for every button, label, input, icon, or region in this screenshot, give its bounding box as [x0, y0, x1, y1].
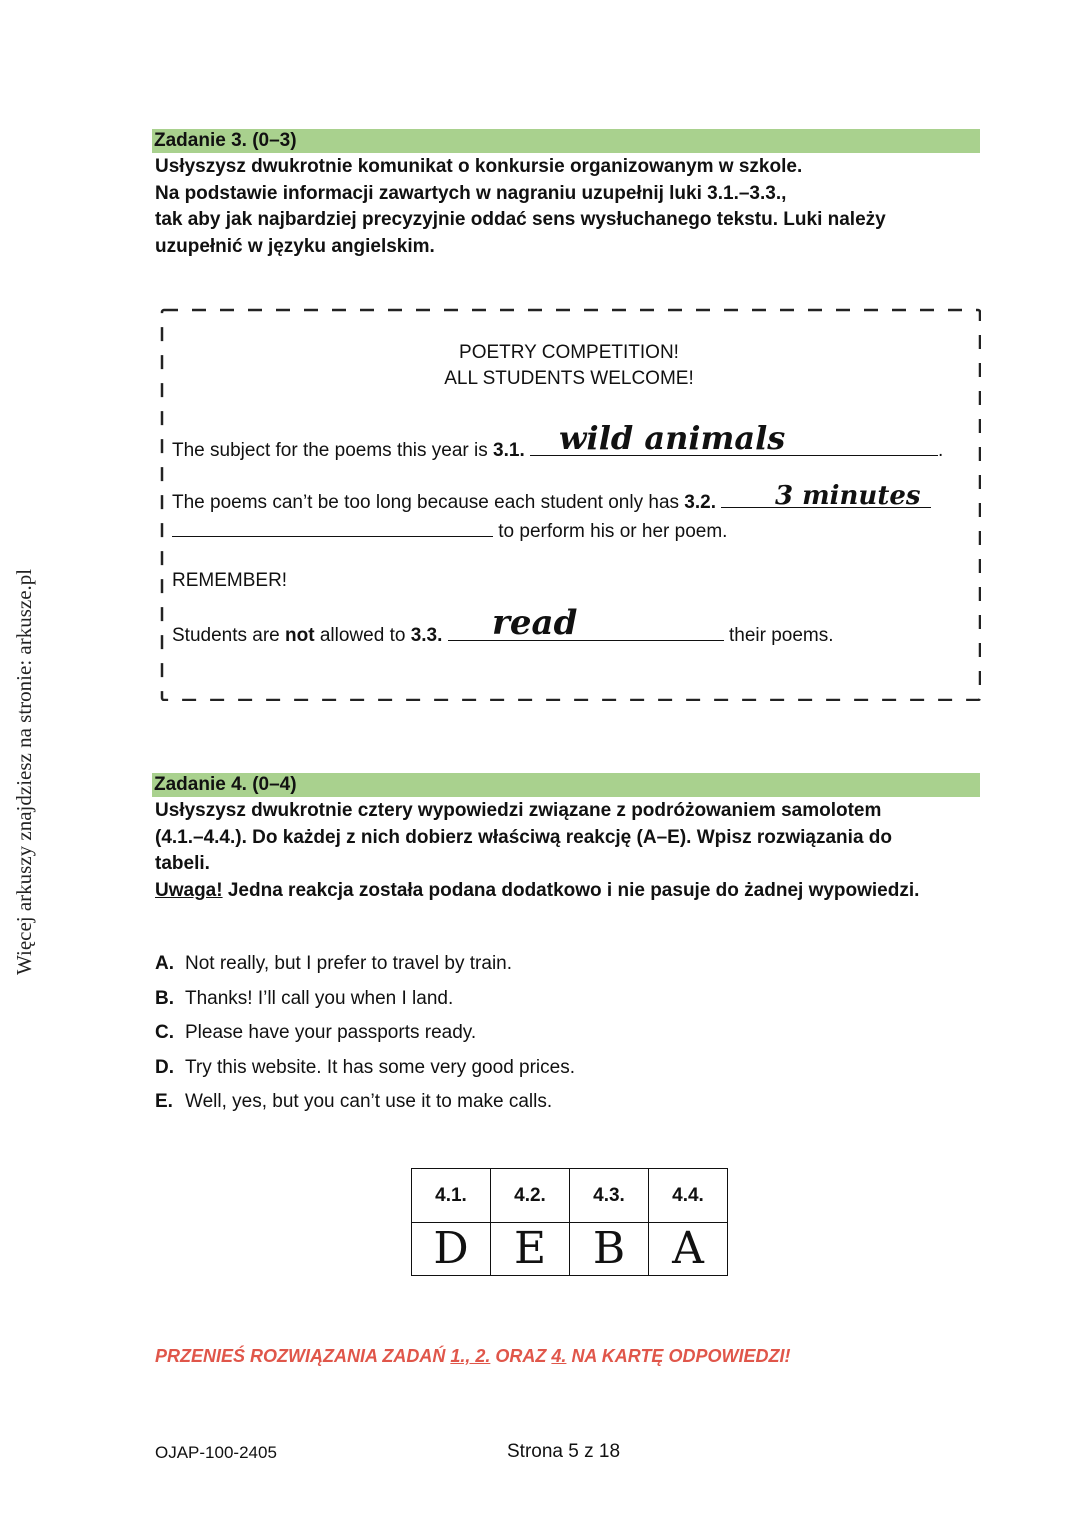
- option-letter: C.: [155, 1022, 174, 1043]
- notice-text: allowed to: [319, 625, 406, 646]
- side-watermark-text: Więcej arkuszy znajdziesz na stronie: arkusze.pl: [12, 568, 36, 975]
- notice-emphasis: not: [285, 625, 315, 646]
- notice-text: The subject for the poems this year is: [172, 440, 488, 461]
- option-text: Please have your passports ready.: [185, 1022, 477, 1043]
- option-item: [155, 950, 575, 985]
- option-item: [155, 1054, 575, 1089]
- notice-title-line1: POETRY COMPETITION!: [459, 342, 679, 363]
- option-letter: E.: [155, 1091, 173, 1112]
- option-letter: B.: [155, 987, 174, 1009]
- option-item: [155, 1019, 575, 1054]
- reminder-text: ORAZ: [495, 1346, 547, 1366]
- option-item: [155, 985, 575, 1020]
- task4-note-text: Jedna reakcja została podana dodatkowo i nie pasuje do żadnej wypowiedzi.: [227, 879, 920, 901]
- gap-label: 3.1.: [493, 440, 525, 461]
- answer-table-header-cell: 4.2.: [491, 1169, 570, 1223]
- task4-note-label: Uwaga!: [155, 879, 223, 901]
- reminder-text: PRZENIEŚ ROZWIĄZANIA ZADAŃ: [155, 1346, 446, 1366]
- option-letter: D.: [155, 1056, 174, 1078]
- task4-note: [155, 878, 975, 905]
- task4-instruction-line: (4.1.–4.4.). Do każdej z nich dobierz właściwą reakcję (A–E). Wpisz rozwiązania do: [155, 826, 893, 848]
- gap-3-3-handwritten-answer: read: [492, 603, 578, 643]
- task3-instruction-line: uzupełnić w języku angielskim.: [155, 235, 435, 257]
- answer-table-header-cell: 4.3.: [570, 1169, 649, 1223]
- gap-3-3-field[interactable]: [448, 622, 724, 641]
- answer-cell-4-2[interactable]: E: [491, 1223, 570, 1276]
- reminder-task-number: 4.: [551, 1346, 567, 1366]
- notice-remember: REMEMBER!: [172, 570, 288, 591]
- option-letter: A.: [155, 953, 174, 974]
- poetry-notice-box: [157, 307, 981, 701]
- task4-instruction-line: Usłyszysz dwukrotnie cztery wypowiedzi związane z podróżowaniem samolotem: [155, 800, 882, 821]
- task3-instruction-line: tak aby jak najbardziej precyzyjnie oddać sens wysłuchanego tekstu. Luki należy: [155, 209, 886, 230]
- task3-instruction-line: Na podstawie informacji zawartych w nagraniu uzupełnij luki 3.1.–3.3.,: [155, 182, 787, 204]
- notice-title-line2: ALL STUDENTS WELCOME!: [444, 368, 694, 389]
- option-text: Try this website. It has some very good prices.: [185, 1056, 576, 1078]
- gap-3-2-handwritten-answer: 3 minutes: [775, 481, 921, 511]
- option-text: Not really, but I prefer to travel by train.: [185, 953, 513, 974]
- answer-cell-4-1[interactable]: D: [412, 1223, 491, 1276]
- exam-code: OJAP-100-2405: [155, 1443, 277, 1462]
- task4-header: Zadanie 4. (0–4): [152, 773, 980, 797]
- transfer-answers-reminder: [155, 1346, 790, 1367]
- gap-label: 3.2.: [684, 492, 716, 513]
- gap-label: 3.3.: [410, 625, 443, 646]
- answer-table-header-cell: 4.4.: [649, 1169, 728, 1223]
- reminder-task-numbers: 1., 2.: [450, 1346, 491, 1366]
- answer-table-header-cell: 4.1.: [412, 1169, 491, 1223]
- notice-text: Students are: [172, 625, 280, 646]
- task4-instructions: [155, 798, 975, 904]
- task4-answer-table: [411, 1168, 728, 1276]
- notice-text: The poems can’t be too long because each student only has: [172, 492, 680, 513]
- option-text: Well, yes, but you can’t use it to make calls.: [185, 1091, 553, 1112]
- gap-3-1-handwritten-answer: wild animals: [559, 419, 786, 457]
- notice-text: .: [938, 440, 944, 461]
- notice-gap1-line: [172, 437, 943, 462]
- option-text: Thanks! I’ll call you when I land.: [185, 987, 454, 1009]
- answer-cell-4-3[interactable]: B: [570, 1223, 649, 1276]
- answer-table-header-row: [412, 1169, 728, 1223]
- task4-instruction-line: tabeli.: [155, 853, 210, 874]
- option-item: [155, 1088, 575, 1123]
- answer-table-answer-row: [412, 1223, 728, 1276]
- notice-gap2-continuation: [172, 518, 727, 543]
- task4-options-list: [155, 950, 575, 1123]
- task3-header: Zadanie 3. (0–3): [152, 129, 980, 153]
- task3-instructions: [155, 154, 975, 260]
- notice-text: their poems.: [728, 625, 834, 646]
- reminder-text: NA KARTĘ ODPOWIEDZI!: [571, 1346, 791, 1366]
- page-number: Strona 5 z 18: [507, 1441, 621, 1462]
- task3-instruction-line: Usłyszysz dwukrotnie komunikat o konkursie organizowanym w szkole.: [155, 156, 803, 177]
- gap-3-2-field-continued[interactable]: [172, 518, 493, 537]
- notice-text: to perform his or her poem.: [498, 521, 728, 542]
- answer-cell-4-4[interactable]: A: [649, 1223, 728, 1276]
